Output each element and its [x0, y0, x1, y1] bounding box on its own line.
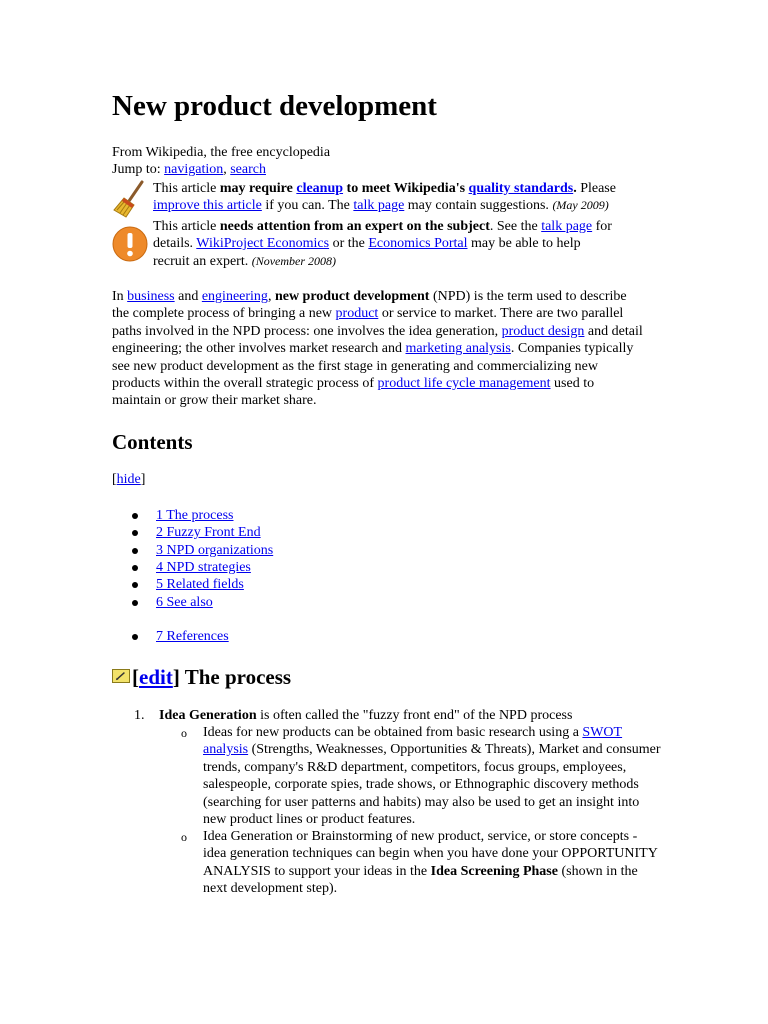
- sub-bullet-marker: o: [181, 726, 187, 740]
- hide-link[interactable]: hide: [116, 472, 141, 487]
- improve-article-link[interactable]: improve this article: [153, 198, 262, 214]
- intro-text-5: or service to market. There are two parallel paths involved in the NPD process: one involves the idea generation,: [112, 306, 624, 339]
- product-design-link[interactable]: product design: [501, 323, 585, 339]
- plcm-link[interactable]: product life cycle management: [377, 376, 551, 392]
- toc-bullet: [132, 634, 138, 640]
- pencil-icon: [112, 669, 130, 683]
- product-link[interactable]: product: [335, 306, 379, 322]
- engineering-link[interactable]: engineering: [201, 289, 268, 304]
- toc-item-the-process[interactable]: 1 The process: [156, 508, 234, 523]
- toc-item-npd-strategies[interactable]: 4 NPD strategies: [156, 560, 251, 575]
- edit-open-bracket: [: [132, 665, 139, 689]
- expert-text-7: recruit an expert.: [153, 253, 252, 269]
- edit-link[interactable]: edit: [139, 665, 173, 689]
- expert-text-6: may be able to help: [467, 236, 581, 252]
- intro-text-1: In: [112, 289, 128, 304]
- toc-bullet: [132, 530, 138, 536]
- sub1-text-2: (Strengths, Weaknesses, Opportunities & Threats), Market and consumer trends, company's R&D department, competitors, focus groups, employees, salespeople, corporate spies, trade shows, or Ethnographic discovery methods (searching for user patterns and habits) may also be used to get an insight into new product lines or product features.: [203, 742, 661, 828]
- list-number: 1.: [134, 708, 145, 723]
- sub-bullet-marker: o: [181, 830, 187, 844]
- toc-item-related-fields[interactable]: 5 Related fields: [156, 577, 244, 592]
- toc-item-fuzzy-front-end[interactable]: 2 Fuzzy Front End: [156, 525, 261, 540]
- cleanup-bold-3: .: [573, 181, 577, 196]
- edit-close-bracket: ]: [172, 665, 180, 689]
- idea-generation-bold: Idea Generation: [159, 708, 257, 723]
- sub2-text-1: Idea Generation or Brainstorming of new product, service, or store concepts - idea generation techniques can begin when you have done your OPPORTUNITY ANALYSIS to support your ideas in the: [203, 829, 658, 879]
- cleanup-text-2: Please: [576, 181, 616, 196]
- cleanup-date: (May 2009): [552, 198, 609, 213]
- expert-talk-page-link[interactable]: talk page: [541, 219, 593, 234]
- expert-text-3: for: [592, 219, 612, 234]
- expert-text-5: or the: [329, 236, 369, 252]
- toc-bullet: [132, 513, 138, 519]
- idea-generation-text: is often called the "fuzzy front end" of the NPD process: [256, 708, 573, 723]
- cleanup-notice-text: [153, 180, 660, 215]
- cleanup-bold-1: may require: [219, 181, 297, 196]
- broom-icon: [112, 180, 150, 218]
- section-title: The process: [179, 665, 292, 689]
- cleanup-text-3: if you can. The: [261, 198, 354, 214]
- expert-text-4: details.: [153, 236, 197, 252]
- toc-item-see-also[interactable]: 6 See also: [156, 595, 213, 610]
- expert-bold: needs attention from an expert on the subject: [219, 219, 490, 234]
- intro-text-8: used to maintain or grow their market share.: [112, 376, 595, 409]
- exclamation-icon: [112, 226, 150, 264]
- intro-text-3: ,: [267, 289, 275, 304]
- page-title: New product development: [112, 90, 437, 122]
- jump-sep: ,: [223, 162, 231, 177]
- sub2-text-2: (shown in the next development step).: [203, 863, 638, 897]
- idea-screening-phase-bold: Idea Screening Phase: [430, 863, 558, 879]
- toc-bullet: [132, 600, 138, 606]
- swot-analysis-link[interactable]: SWOT analysis: [203, 725, 623, 758]
- toc-hide-close: ]: [140, 472, 146, 487]
- search-link[interactable]: search: [230, 162, 266, 177]
- intro-text-4: (NPD) is the term used to describe the complete process of bringing a new: [112, 289, 627, 322]
- intro-text-7: . Companies typically see new product development as the first stage in generating and commercializing new products within the overall strategic process of: [112, 341, 634, 392]
- quality-standards-link[interactable]: quality standards: [468, 181, 574, 196]
- sub1-text-1: Ideas for new products can be obtained from basic research using a: [203, 725, 583, 740]
- contents-heading: Contents: [112, 430, 193, 454]
- toc-item-references[interactable]: 7 References: [156, 629, 229, 644]
- talk-page-link[interactable]: talk page: [353, 198, 405, 214]
- navigation-link[interactable]: navigation: [164, 162, 224, 177]
- from-line: From Wikipedia, the free encyclopedia: [112, 145, 331, 160]
- intro-bold: new product development: [274, 289, 430, 304]
- intro-text-6: and detail engineering; the other involves market research and: [112, 323, 643, 357]
- sub-item-brainstorming: [203, 828, 663, 898]
- toc-toggle: [112, 471, 145, 488]
- wikiproject-economics-link[interactable]: WikiProject Economics: [196, 236, 330, 252]
- toc-hide-open: [: [112, 472, 117, 487]
- jump-to-line: [112, 161, 266, 178]
- business-link[interactable]: business: [127, 289, 175, 304]
- expert-text-1: This article: [153, 219, 220, 234]
- toc-bullet: [132, 582, 138, 588]
- cleanup-link[interactable]: cleanup: [296, 181, 344, 196]
- toc-bullet: [132, 565, 138, 571]
- cleanup-text-4: may contain suggestions.: [404, 198, 553, 214]
- sub-item-ideas-sources: [203, 724, 663, 828]
- jump-label: Jump to:: [112, 162, 165, 177]
- intro-text-2: and: [174, 289, 202, 304]
- economics-portal-link[interactable]: Economics Portal: [368, 236, 468, 252]
- section-heading-the-process: [132, 664, 291, 690]
- expert-date: (November 2008): [251, 253, 337, 268]
- expert-notice-text: [153, 218, 660, 270]
- list-item-idea-generation: [159, 707, 572, 724]
- marketing-analysis-link[interactable]: marketing analysis: [405, 341, 511, 357]
- cleanup-bold-2: to meet Wikipedia's: [343, 181, 469, 196]
- cleanup-text-1: This article: [153, 181, 220, 196]
- intro-paragraph: [112, 288, 646, 410]
- toc-item-npd-organizations[interactable]: 3 NPD organizations: [156, 543, 274, 558]
- expert-text-2: . See the: [489, 219, 542, 234]
- toc-bullet: [132, 548, 138, 554]
